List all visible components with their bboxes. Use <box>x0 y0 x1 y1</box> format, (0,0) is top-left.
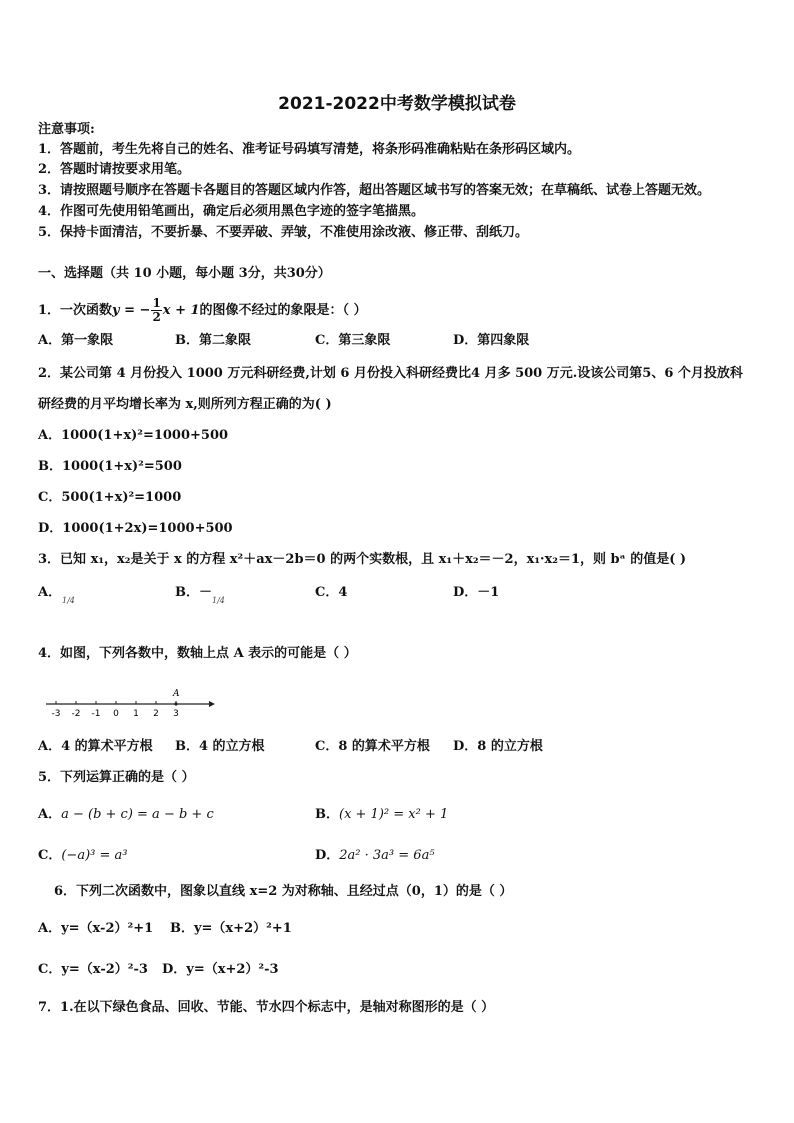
q5-option-a <box>38 807 214 823</box>
q4-option-c: C．8 的算术平方根 <box>315 739 430 754</box>
number-line-tick-label: 1 <box>133 709 139 719</box>
q6-option-c: C．y=（x-2）²-3 <box>38 962 148 977</box>
q2-option-c: C．500(1+x)²=1000 <box>38 490 182 505</box>
q5-option-b-expr: (x + 1)² = x² + 1 <box>339 807 449 822</box>
q5-option-b <box>315 807 448 823</box>
question-1 <box>38 297 367 324</box>
q3-option-b: B．－ <box>175 585 212 600</box>
number-line-figure <box>44 686 216 720</box>
q6-option-b: B．y=（x+2）²+1 <box>170 921 292 936</box>
q5-option-c <box>38 848 127 864</box>
number-line-tick-label: 2 <box>153 709 159 719</box>
q4-text: 4．如图，下列各数中，数轴上点 A 表示的可能是（ ） <box>38 646 357 661</box>
q4-option-a: A．4 的算术平方根 <box>38 739 153 754</box>
q1-eq-left: y = − <box>112 303 151 318</box>
point-a-marker <box>174 702 177 705</box>
q5-option-d-label: D． <box>315 848 340 863</box>
q7-text: 7．1.在以下绿色食品、回收、节能、节水四个标志中，是轴对称图形的是（ ） <box>38 1000 495 1015</box>
q6-option-a: A．y=（x-2）²+1 <box>38 921 154 936</box>
q2-option-d: D．1000(1+2x)=1000+500 <box>38 521 233 536</box>
q1-suffix: 的图像不经过的象限是：（ ） <box>199 303 367 318</box>
notice-item-2: 2．答题时请按要求用笔。 <box>38 162 191 177</box>
number-line-tick-label: -2 <box>71 709 81 719</box>
point-a-label: A <box>173 689 180 699</box>
notice-item-1: 1．答题前，考生先将自己的姓名、准考证号码填写清楚，将条形码准确粘贴在条形码区域内。 <box>38 142 581 157</box>
q3-text: 3．已知 x₁，x₂是关于 x 的方程 x²＋ax－2b＝0 的两个实数根，且 x₁＋x₂＝－2，x₁·x₂＝1，则 bᵃ 的值是( ) <box>38 552 687 567</box>
q1-frac-num: 1 <box>152 296 161 310</box>
notice-heading: 注意事项: <box>38 122 95 137</box>
page-title: 2021-2022中考数学模拟试卷 <box>278 94 516 114</box>
q1-option-a: A．第一象限 <box>38 333 114 348</box>
number-line-arrow <box>209 701 215 707</box>
q1-option-c: C．第三象限 <box>315 333 391 348</box>
q5-option-d <box>315 848 435 864</box>
q3-option-d: D．－1 <box>453 585 500 600</box>
number-line-tick-label: -1 <box>91 709 101 719</box>
number-line-tick-label: 0 <box>113 709 119 719</box>
q1-option-d: D．第四象限 <box>453 333 530 348</box>
q1-fraction <box>151 297 161 324</box>
q5-option-a-label: A． <box>38 807 62 822</box>
q2-option-a: A．1000(1+x)²=1000+500 <box>38 428 229 443</box>
number-line-tick-label: 3 <box>173 709 179 719</box>
q3-option-c: C．4 <box>315 585 348 600</box>
number-line-tick-label: -3 <box>51 709 61 719</box>
q1-frac-den: 2 <box>152 310 161 324</box>
q3-option-a-fraction: 1/4 <box>62 596 75 605</box>
notice-item-4: 4．作图可先使用铅笔画出，确定后必须用黑色字迹的签字笔描黑。 <box>38 204 425 219</box>
q2-option-b: B．1000(1+x)²=500 <box>38 459 182 474</box>
q3-option-b-fraction: 1/4 <box>212 596 225 605</box>
q1-eq-right: x + 1 <box>162 303 200 318</box>
q4-option-b: B．4 的立方根 <box>175 739 265 754</box>
q2-text-line2: 研经费的月平均增长率为 x,则所列方程正确的为( ) <box>38 397 332 412</box>
q1-option-b: B．第二象限 <box>175 333 251 348</box>
q2-text-line1: 2．某公司第 4 月份投入 1000 万元科研经费,计划 6 月份投入科研经费比4 月多 500 万元.设该公司第5、6 个月投放科 <box>38 366 743 381</box>
q5-option-b-label: B． <box>315 807 339 822</box>
q3-option-a: A． <box>38 585 62 600</box>
q4-option-d: D．8 的立方根 <box>453 739 543 754</box>
q5-option-c-label: C． <box>38 848 62 863</box>
q6-option-d: D．y=（x+2）²-3 <box>162 962 279 977</box>
q5-option-a-expr: a − (b + c) = a − b + c <box>61 807 214 822</box>
q5-option-d-expr: 2a² · 3a³ = 6a⁵ <box>339 848 435 863</box>
section-heading: 一、选择题（共 10 小题，每小题 3分，共30分） <box>38 266 331 281</box>
q5-text: 5．下列运算正确的是（ ） <box>38 770 195 785</box>
q5-option-c-expr: (−a)³ = a³ <box>61 848 128 863</box>
notice-item-3: 3．请按照题号顺序在答题卡各题目的答题区域内作答，超出答题区域书写的答案无效；在草稿纸、试卷上答题无效。 <box>38 183 711 198</box>
q6-text: 6．下列二次函数中，图象以直线 x=2 为对称轴、且经过点（0，1）的是（ ） <box>54 884 513 899</box>
notice-item-5: 5．保持卡面清洁，不要折暴、不要弄破、弄皱，不准使用涂改液、修正带、刮纸刀。 <box>38 225 529 240</box>
q1-prefix: 1．一次函数 <box>38 303 113 318</box>
